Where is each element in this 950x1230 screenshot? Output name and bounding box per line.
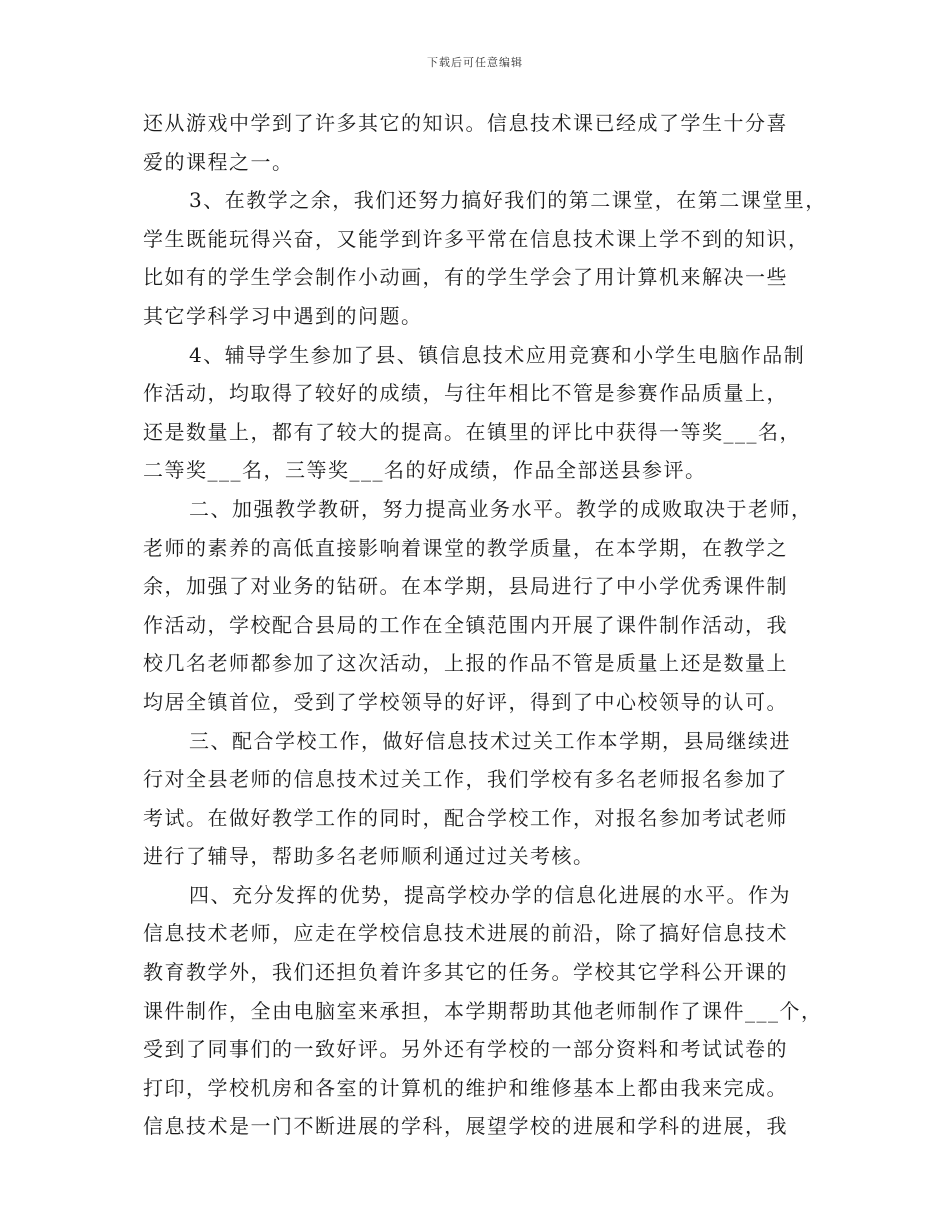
paragraph-start-line: 4、辅导学生参加了县、镇信息技术应用竞赛和小学生电脑作品制 — [189, 342, 806, 367]
paragraph-start-line: 3、在教学之余，我们还努力搞好我们的第二课堂，在第二课堂里， — [189, 188, 827, 213]
text-line: 校几名老师都参加了这次活动，上报的作品不管是质量上还是数量上 — [143, 651, 788, 676]
text-line: 进行了辅导，帮助多名老师顺利通过过关考核。 — [143, 844, 595, 869]
text-line: 作活动，学校配合县局的工作在全镇范围内开展了课件制作活动，我 — [143, 612, 788, 637]
text-line: 考试。在做好教学工作的同时，配合学校工作，对报名参加考试老师 — [143, 805, 788, 830]
text-line: 打印，学校机房和各室的计算机的维护和维修基本上都由我来完成。 — [143, 1075, 788, 1100]
text-line: 行对全县老师的信息技术过关工作，我们学校有多名老师报名参加了 — [143, 767, 788, 792]
paragraph-start-line: 四、充分发挥的优势，提高学校办学的信息化进展的水平。作为 — [189, 882, 791, 907]
text-line: 余，加强了对业务的钻研。在本学期，县局进行了中小学优秀课件制 — [143, 574, 788, 599]
document-body — [143, 104, 827, 1146]
text-line: 信息技术老师，应走在学校信息技术进展的前沿，除了搞好信息技术 — [143, 921, 788, 946]
text-line: 教育教学外，我们还担负着许多其它的任务。学校其它学科公开课的 — [143, 960, 788, 985]
text-line: 学生既能玩得兴奋，又能学到许多平常在信息技术课上学不到的知识， — [143, 226, 810, 251]
paragraph-start-line: 三、配合学校工作，做好信息技术过关工作本学期，县局继续进 — [189, 728, 791, 753]
text-line: 还从游戏中学到了许多其它的知识。信息技术课已经成了学生十分喜 — [143, 111, 788, 135]
header-note: 下载后可任意编辑 — [427, 56, 523, 69]
text-line: 老师的素养的高低直接影响着课堂的教学质量，在本学期，在教学之 — [143, 535, 788, 560]
text-line: 信息技术是一门不断进展的学科，展望学校的进展和学科的进展，我 — [143, 1114, 788, 1139]
text-line: 爱的课程之一。 — [143, 149, 294, 174]
text-line: 还是数量上，都有了较大的提高。在镇里的评比中获得一等奖___名， — [143, 419, 801, 444]
text-line: 比如有的学生学会制作小动画，有的学生学会了用计算机来解决一些 — [143, 265, 788, 290]
text-line: 课件制作，全由电脑室来承担，本学期帮助其他老师制作了课件___个， — [143, 998, 823, 1023]
text-line: 受到了同事们的一致好评。另外还有学校的一部分资料和考试试卷的 — [143, 1037, 788, 1062]
text-line: 其它学科学习中遇到的问题。 — [143, 303, 423, 328]
text-line: 二等奖___名，三等奖___名的好成绩，作品全部送县参评。 — [143, 458, 707, 483]
text-line: 作活动，均取得了较好的成绩，与往年相比不管是参赛作品质量上， — [143, 381, 788, 406]
paragraph-start-line: 二、加强教学教研，努力提高业务水平。教学的成败取决于老师， — [189, 496, 813, 521]
text-line: 均居全镇首位，受到了学校领导的好评，得到了中心校领导的认可。 — [143, 689, 788, 714]
